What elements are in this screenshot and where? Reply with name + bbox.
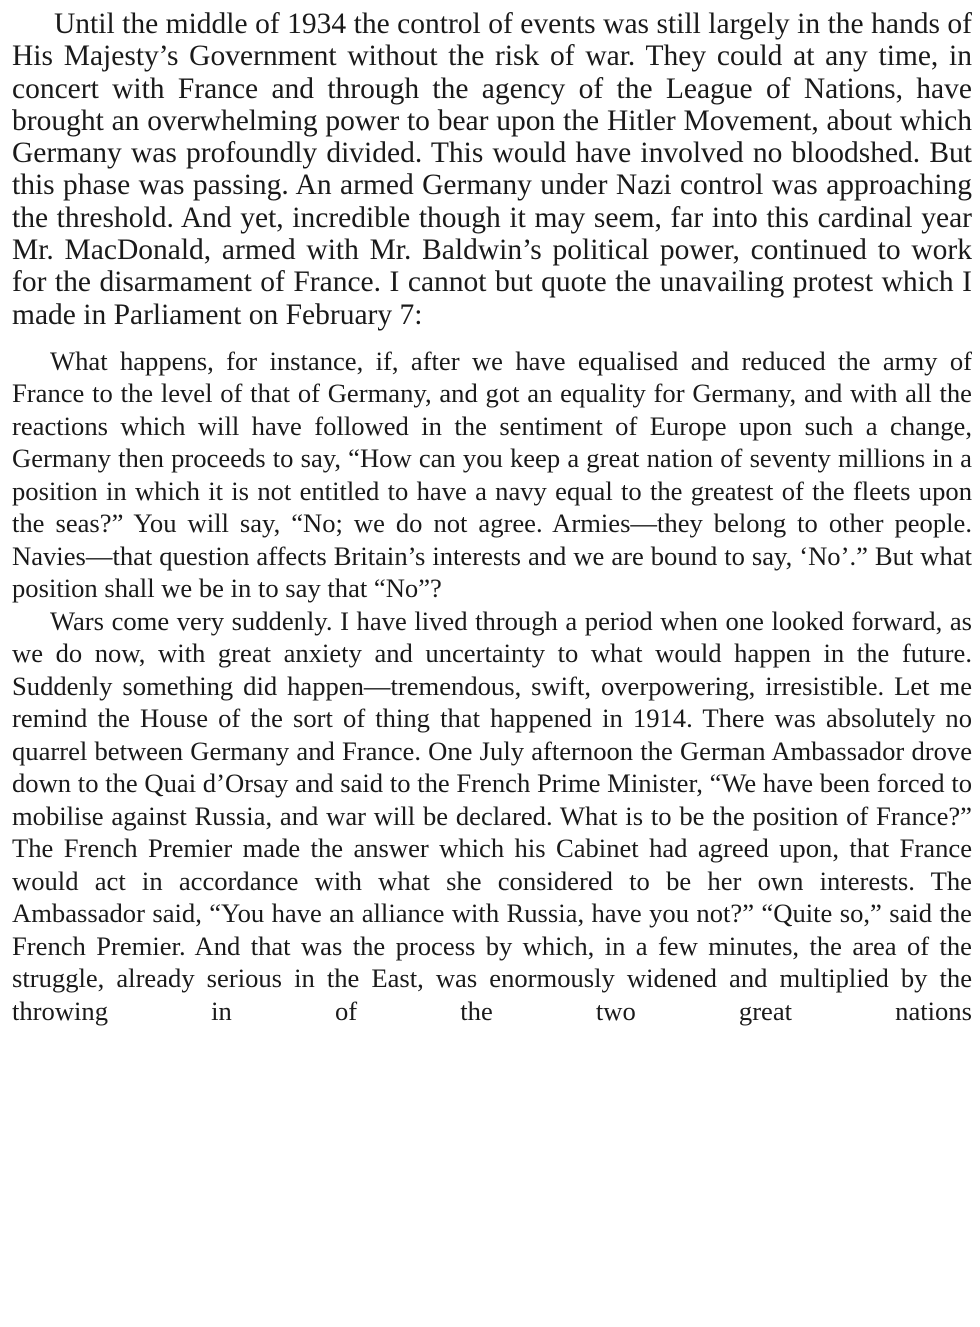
quote-paragraph: Wars come very suddenly. I have lived through a period when one looked forward, as we do now, with great anxiety and uncertainty to what would happen in the future. Suddenly something did happen—tremendous, swift, overpowering, irresistible. Let me remind the House of the sort of thing that happened in 1914. There was absolutely no quarrel between Germany and France. One July afternoon the German Ambassador drove down to the Quai d’Orsay and said to the French Prime Minister, “We have been forced to mobilise against Russia, and war will be declared. What is to be the position of France?” The French Premier made the answer which his Cabinet had agreed upon, that France would act in accordance with what she considered to be her own interests. The Ambassador said, “You have an alliance with Russia, have you not?” “Quite so,” said the French Premier. And that was the process by which, in a few minutes, the area of the struggle, already serious in the East, was enormously widened and multiplied by the throwing in of the two great nations [12, 605, 972, 1026]
quote-paragraph: What happens, for instance, if, after we have equalised and reduced the army of France to the level of that of Germany, and got an equality for Germany, and with all the reactions which will have followed in the sentiment of Europe upon such a change, Germany then proceeds to say, “How can you keep a great nation of seventy millions in a position in which it is not entitled to have a navy equal to the greatest of the fleets upon the seas?” You will say, “No; we do not agree. Armies—they belong to other people. Navies—that question affects Britain’s interests and we are bound to say, ‘No’.” But what position shall we be in to say that “No”? [12, 345, 972, 604]
body-paragraph: Until the middle of 1934 the control of events was still largely in the hands of His Majesty’s Government without the risk of war. They could at any time, in concert with France and through the agency of the League of Nations, have brought an overwhelming power to bear upon the Hitler Movement, about which Germany was profoundly divided. This would have involved no bloodshed. But this phase was passing. An armed Germany under Nazi control was approaching the threshold. And yet, incredible though it may seem, far into this cardinal year Mr. MacDonald, armed with Mr. Baldwin’s political power, continued to work for the disarmament of France. I cannot but quote the unavailing protest which I made in Parliament on February 7: [12, 8, 972, 331]
parliament-quote [12, 345, 972, 1028]
